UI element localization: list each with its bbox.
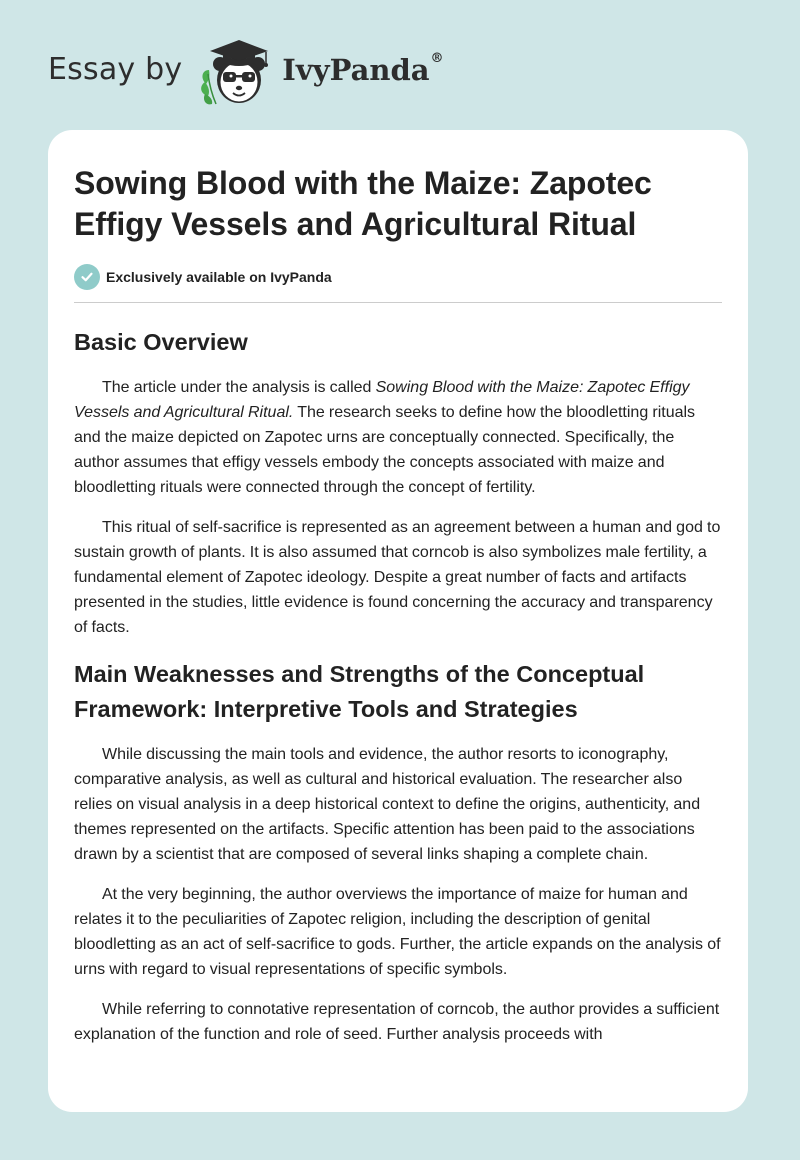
paragraph: The article under the analysis is called Sowing Blood with the Maize: Zapotec Effigy Vessels and Agricultural Ritual. The research seeks to define how the bloodletting rituals and the maize depicted on Zapotec urns are conceptually connected. Specifically, the author assumes that effigy vessels embody the concepts associated with maize and bloodletting rituals were connected through the concept of fertility. <box>74 379 696 496</box>
paragraph: While discussing the main tools and evidence, the author resorts to iconography, comparative analysis, as well as cultural and historical evaluation. The researcher also relies on visual analysis in a deep historical context to define the origins, authenticity, and themes represented on the artifacts. Specific attention has been paid to the associations drawn by a scientist that are composed of several links shaping a complete chain. <box>74 746 701 863</box>
essay-by-label: Essay by <box>48 51 183 87</box>
site-header <box>48 34 444 110</box>
divider <box>74 302 722 303</box>
exclusive-label: Exclusively available on IvyPanda <box>106 269 332 285</box>
section-heading: Basic Overview <box>74 329 248 355</box>
article-title-citation: Sowing Blood with the Maize: Zapotec Effigy Vessels and Agricultural Ritual. <box>74 379 690 421</box>
section-heading: Main Weaknesses and Strengths of the Conceptual Framework: Interpretive Tools and Strategies <box>74 661 645 722</box>
exclusive-badge <box>74 264 722 290</box>
checkmark-icon <box>74 264 100 290</box>
panda-graduate-icon <box>196 34 278 110</box>
brand-name: IvyPanda® <box>282 51 444 87</box>
paragraph: This ritual of self-sacrifice is represented as an agreement between a human and god to sustain growth of plants. It is also assumed that corncob is also symbolizes male fertility, a fundamental element of Zapotec ideology. Despite a great number of facts and artifacts presented in the studies, little evidence is found concerning the accuracy and transparency of facts. <box>74 519 721 636</box>
paragraph: At the very beginning, the author overviews the importance of maize for human and relates it to the peculiarities of Zapotec religion, including the description of genital bloodletting as an act of self-sacrifice to gods. Further, the article expands on the analysis of urns with regard to visual representations of specific symbols. <box>74 886 721 978</box>
paragraph: While referring to connotative representation of corncob, the author provides a sufficient explanation of the function and role of seed. Further analysis proceeds with <box>74 1001 720 1043</box>
article-title: Sowing Blood with the Maize: Zapotec Effigy Vessels and Agricultural Ritual <box>74 165 652 242</box>
article-card <box>48 130 748 1112</box>
